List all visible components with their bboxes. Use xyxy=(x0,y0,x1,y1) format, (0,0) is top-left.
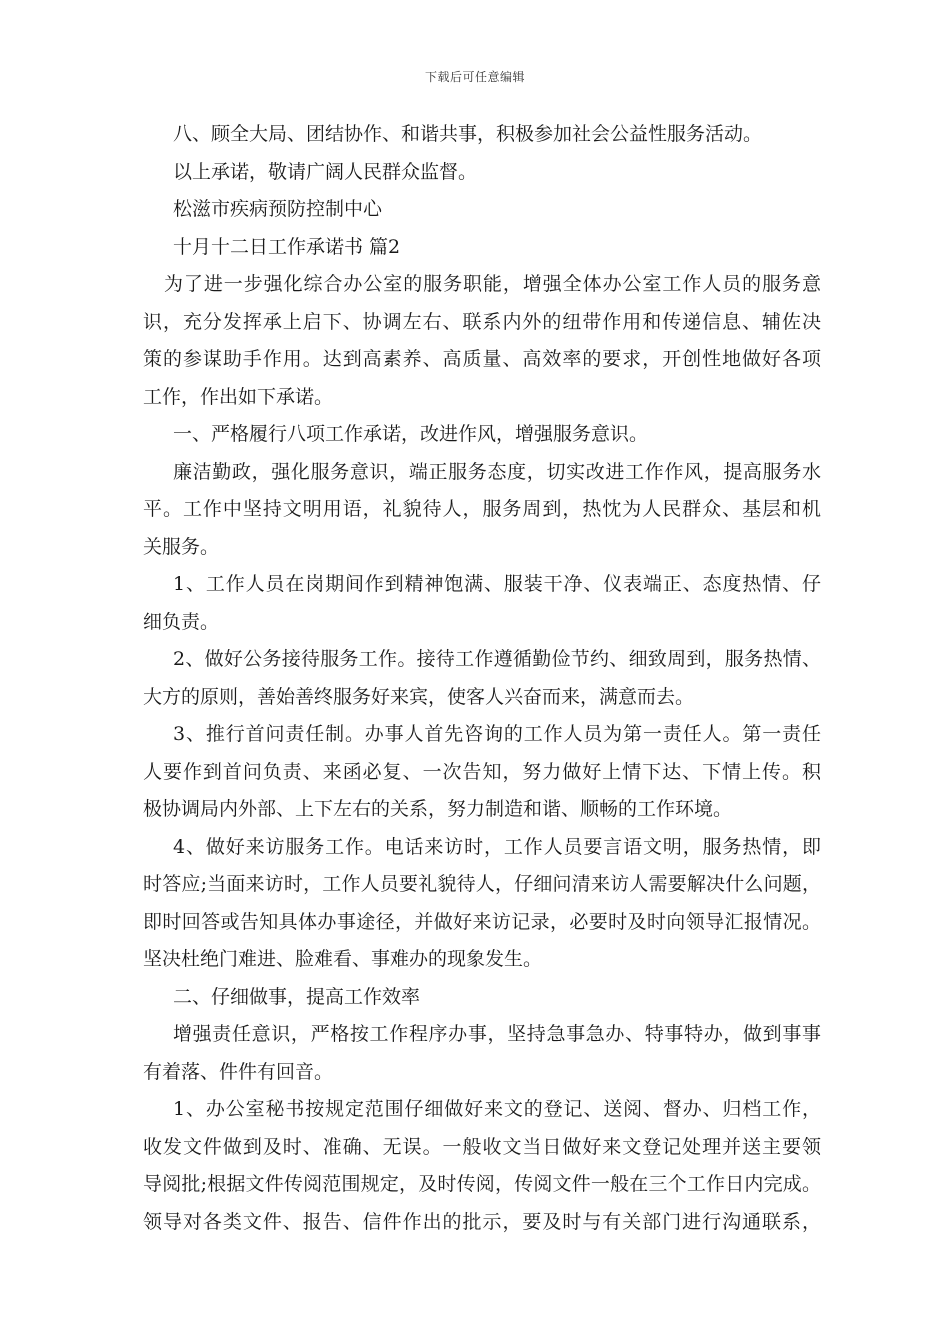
text-line: 松滋市疾病预防控制中心 xyxy=(173,198,383,220)
text-line: 4、做好来访服务工作。电话来访时，工作人员要言语文明，服务热情，即 xyxy=(173,835,821,858)
text-line: 十月十二日工作承诺书 篇2 xyxy=(173,235,401,258)
text-line: 2、做好公务接待服务工作。接待工作遵循勤俭节约、细致周到，服务热情、 xyxy=(173,648,821,670)
text-line: 一、严格履行八项工作承诺，改进作风，增强服务意识。 xyxy=(173,423,649,445)
text-line: 二、仔细做事，提高工作效率 xyxy=(173,985,421,1008)
text-line: 领导对各类文件、报告、信件作出的批示，要及时与有关部门进行沟通联系， xyxy=(143,1210,821,1233)
text-line: 人要作到首问负责、来函必复、一次告知，努力做好上情下达、下情上传。积 xyxy=(143,760,821,783)
text-line: 有着落、件件有回音。 xyxy=(143,1060,334,1083)
text-line: 八、顾全大局、团结协作、和谐共事，积极参加社会公益性服务活动。 xyxy=(173,123,763,145)
text-line: 1、办公室秘书按规定范围仔细做好来文的登记、送阅、督办、归档工作， xyxy=(173,1098,821,1120)
text-line: 为了进一步强化综合办公室的服务职能，增强全体办公室工作人员的服务意 xyxy=(164,273,821,295)
text-line: 策的参谋助手作用。达到高素养、高质量、高效率的要求，开创性地做好各项 xyxy=(143,348,821,370)
text-line: 时答应;当面来访时，工作人员要礼貌待人，仔细问清来访人需要解决什么问题， xyxy=(143,873,821,895)
text-line: 1、工作人员在岗期间作到精神饱满、服装干净、仪表端正、态度热情、仔 xyxy=(173,573,821,595)
text-line: 导阅批;根据文件传阅范围规定，及时传阅，传阅文件一般在三个工作日内完成。 xyxy=(143,1173,821,1195)
text-line: 3、推行首问责任制。办事人首先咨询的工作人员为第一责任人。第一责任 xyxy=(173,723,821,745)
header-note: 下载后可任意编辑 xyxy=(424,70,525,84)
text-line: 即时回答或告知具体办事途径，并做好来访记录，必要时及时向领导汇报情况。 xyxy=(143,910,821,933)
text-line: 细负责。 xyxy=(143,610,220,633)
text-line: 极协调局内外部、上下左右的关系，努力制造和谐、顺畅的工作环境。 xyxy=(143,798,733,820)
text-line: 识，充分发挥承上启下、协调左右、联系内外的纽带作用和传递信息、辅佐决 xyxy=(143,310,821,333)
text-line: 工作，作出如下承诺。 xyxy=(143,385,334,408)
text-line: 平。工作中坚持文明用语，礼貌待人，服务周到，热忱为人民群众、基层和机 xyxy=(143,498,821,520)
text-line: 坚决杜绝门难进、脸难看、事难办的现象发生。 xyxy=(143,948,543,970)
text-line: 关服务。 xyxy=(143,535,220,558)
text-line: 大方的原则，善始善终服务好来宾，使客人兴奋而来，满意而去。 xyxy=(143,685,695,708)
document-body xyxy=(143,116,821,1241)
text-line: 收发文件做到及时、准确、无误。一般收文当日做好来文登记处理并送主要领 xyxy=(143,1135,821,1158)
text-line: 以上承诺，敬请广阔人民群众监督。 xyxy=(173,160,478,183)
text-line: 增强责任意识，严格按工作程序办事，坚持急事急办、特事特办，做到事事 xyxy=(173,1023,821,1045)
text-line: 廉洁勤政，强化服务意识，端正服务态度，切实改进工作作风，提高服务水 xyxy=(173,460,821,483)
